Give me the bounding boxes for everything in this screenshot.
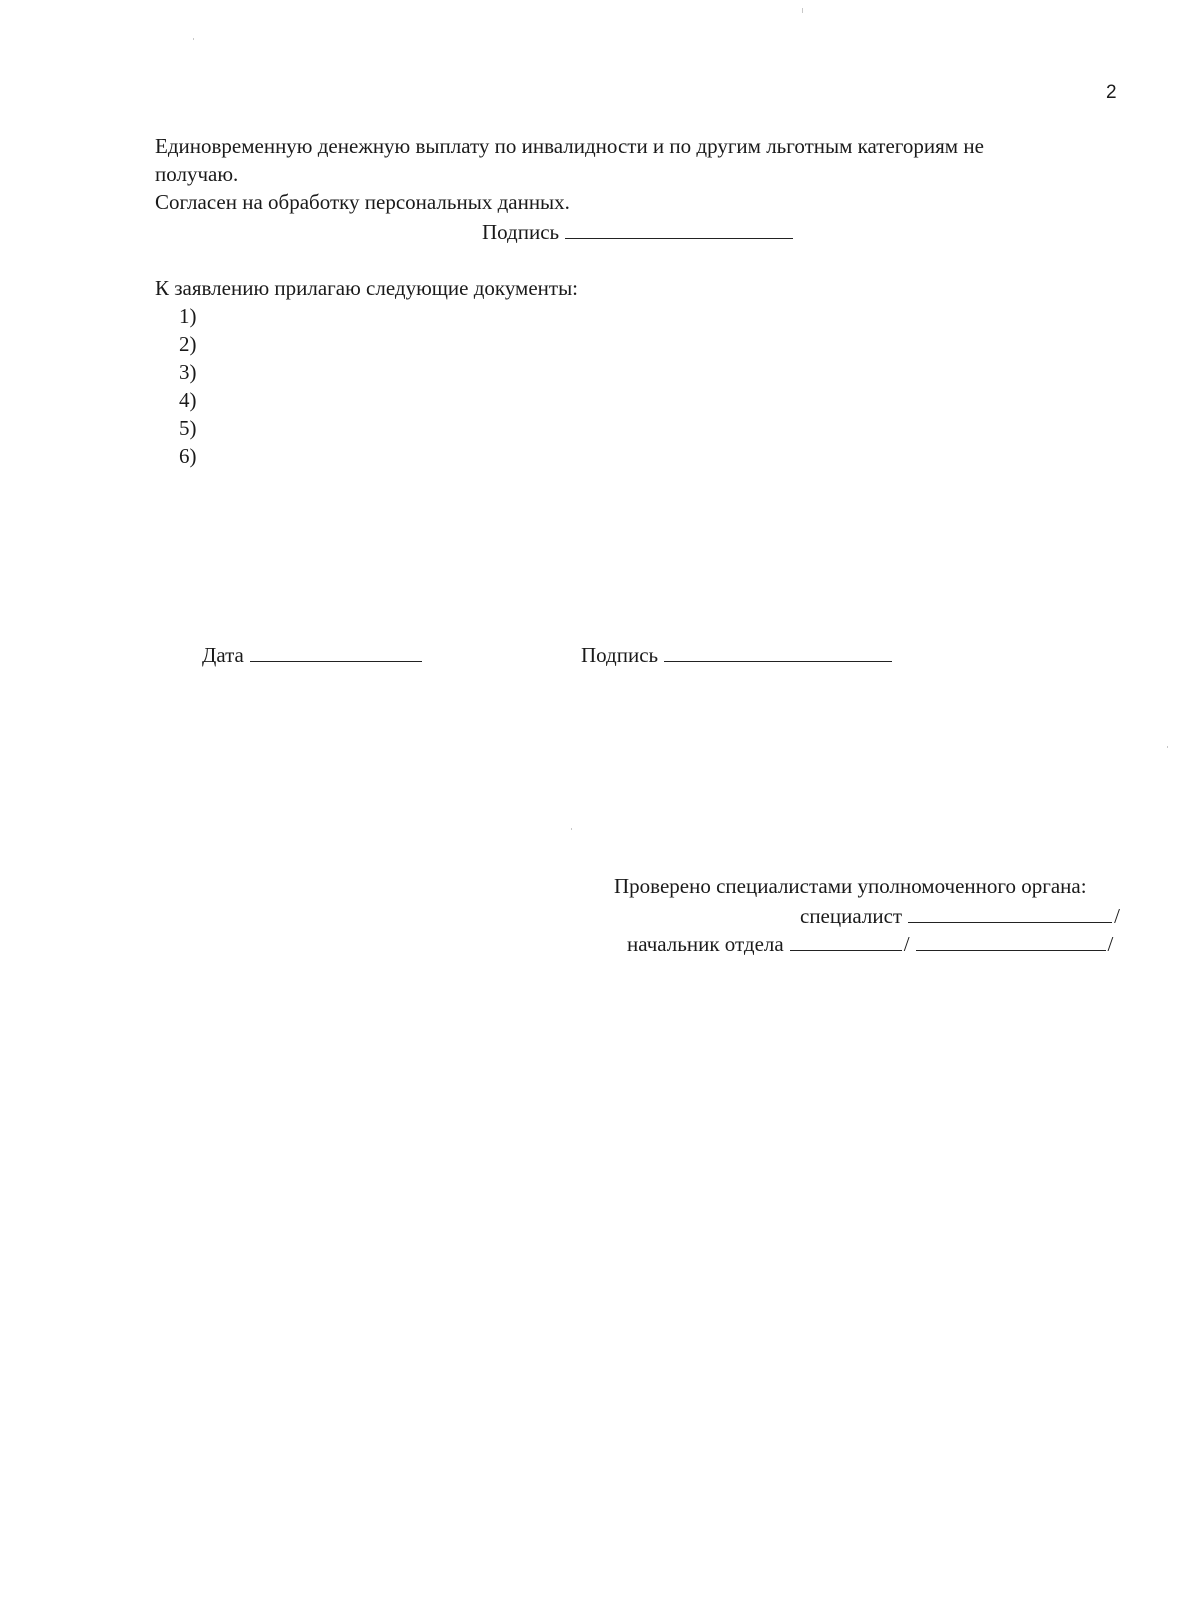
specialist-slash: / <box>1114 904 1120 928</box>
specialist-line[interactable] <box>908 904 1112 923</box>
verification-heading: Проверено специалистами уполномоченного органа: <box>614 874 1087 898</box>
attachment-item: 4) <box>179 388 197 412</box>
footer-signature-label: Подпись <box>581 643 659 667</box>
head-name-line[interactable] <box>916 932 1106 951</box>
date-row <box>202 643 422 666</box>
specialist-label: специалист <box>800 904 903 928</box>
statement-line-1: Единовременную денежную выплату по инвалидности и по другим льготным категориям не <box>155 134 984 158</box>
consent-text: Согласен на обработку персональных данных. <box>155 190 570 214</box>
attachment-item: 6) <box>179 444 197 468</box>
consent-signature-line[interactable] <box>565 220 793 239</box>
attachment-item: 2) <box>179 332 197 356</box>
scan-speck <box>571 828 572 830</box>
head-signature-line[interactable] <box>790 932 902 951</box>
head-of-department-label: начальник отдела <box>627 932 784 956</box>
consent-signature-row <box>482 220 793 243</box>
date-label: Дата <box>202 643 244 667</box>
head-of-department-row <box>627 932 1113 955</box>
specialist-row <box>800 904 1120 927</box>
attachment-item: 1) <box>179 304 197 328</box>
date-line[interactable] <box>250 643 422 662</box>
footer-signature-row <box>581 643 892 666</box>
head-slash-1: / <box>903 932 910 956</box>
attachment-item: 3) <box>179 360 197 384</box>
scan-speck <box>802 8 803 13</box>
head-slash-2: / <box>1107 932 1114 956</box>
consent-signature-label: Подпись <box>482 220 560 244</box>
scan-speck <box>1167 746 1168 748</box>
page-number: 2 <box>1106 82 1117 103</box>
statement-line-2: получаю. <box>155 162 239 186</box>
attachment-item: 5) <box>179 416 197 440</box>
footer-signature-line[interactable] <box>664 643 892 662</box>
attachments-heading: К заявлению прилагаю следующие документы: <box>155 276 579 300</box>
scan-speck <box>193 38 194 40</box>
